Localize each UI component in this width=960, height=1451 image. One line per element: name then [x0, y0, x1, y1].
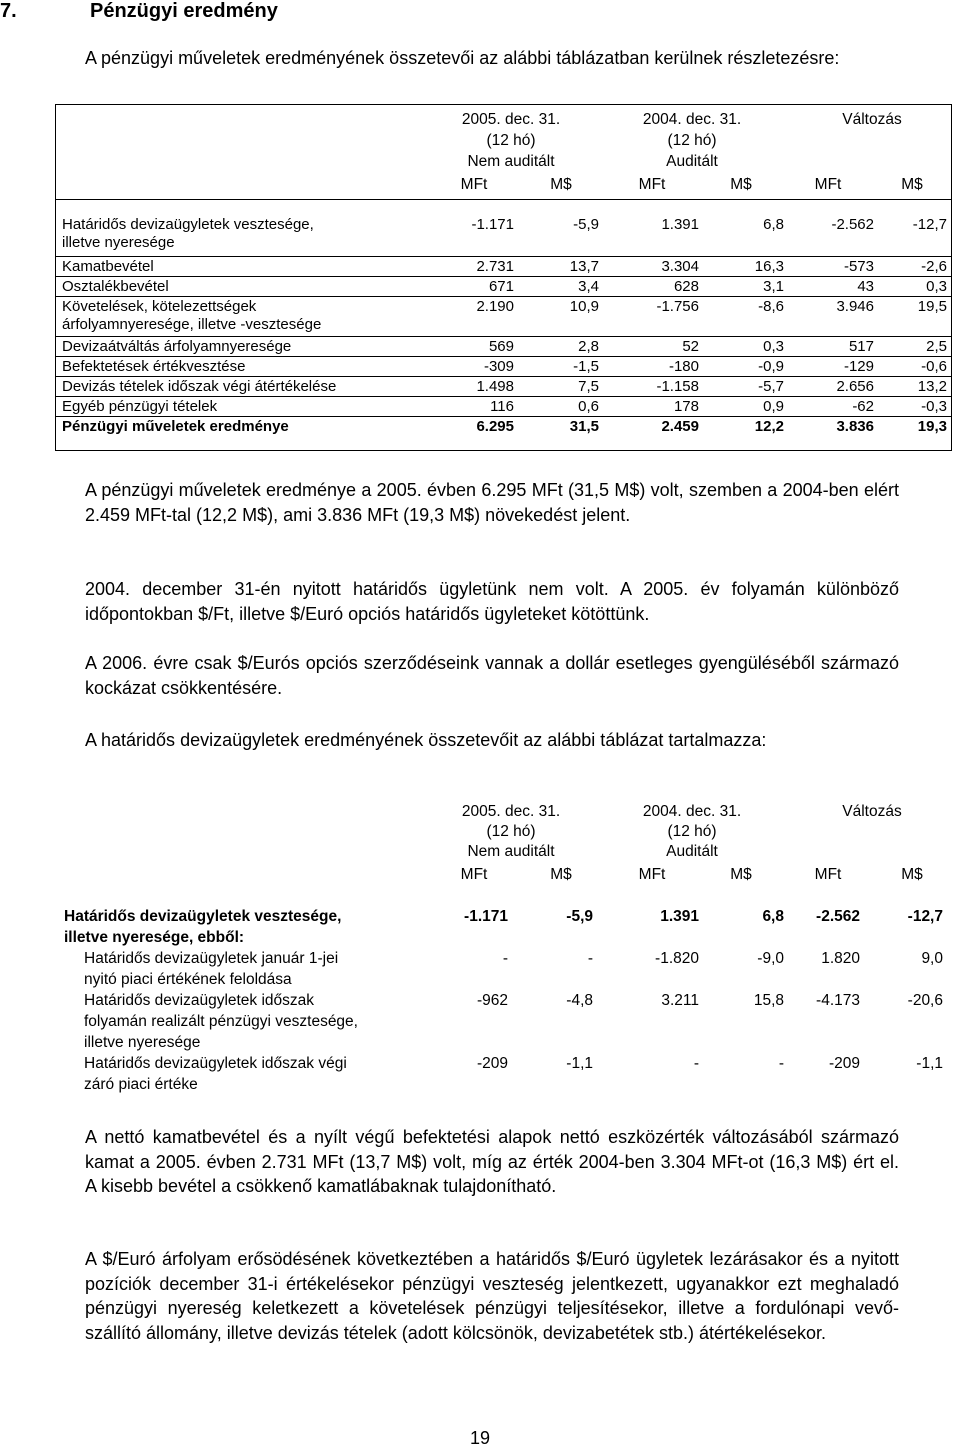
cell-value: 13,2 [917, 378, 947, 395]
row-label: Devizás tételek időszak végi átértékelése [62, 378, 337, 395]
cell-value: -962 [476, 992, 508, 1009]
cell-value: -573 [843, 258, 874, 275]
cell-value: 2,5 [926, 338, 947, 355]
cell-value: 2.656 [836, 378, 874, 395]
cell-value: -20,6 [907, 992, 943, 1009]
cell-value: -0,6 [921, 358, 947, 375]
cell-value: -309 [483, 358, 514, 375]
cell-value: 12,2 [754, 418, 784, 435]
unit-header: MFt [638, 866, 666, 883]
cell-value: 6,8 [763, 216, 784, 233]
row-label: Kamatbevétel [62, 258, 154, 275]
cell-value: -62 [852, 398, 874, 415]
cell-value: 13,7 [569, 258, 599, 275]
cell-value: 1.391 [660, 908, 699, 925]
cell-value: -0,9 [758, 358, 784, 375]
cell-value: -1,1 [566, 1055, 593, 1072]
column-group-header: (12 hó) [667, 132, 717, 149]
cell-value: -5,9 [573, 216, 599, 233]
row-label: Követelések, kötelezettségek [62, 298, 257, 315]
cell-value: 2,8 [578, 338, 599, 355]
cell-value: -5,9 [566, 908, 593, 925]
unit-header: M$ [550, 866, 572, 883]
cell-value: -1,5 [573, 358, 599, 375]
cell-value: 178 [673, 398, 699, 415]
cell-value: 15,8 [753, 992, 784, 1009]
table2-intro-paragraph: A határidős devizaügyletek eredményének összetevőit az alábbi táblázat tartalmazza: [85, 730, 767, 750]
page-number: 19 [469, 1428, 491, 1448]
cell-value: -4,8 [566, 992, 593, 1009]
row-label: Határidős devizaügyletek időszak végi [84, 1055, 347, 1072]
unit-header: MFt [814, 176, 842, 193]
cell-value: -4.173 [816, 992, 860, 1009]
unit-header: M$ [901, 866, 923, 883]
forward-deals-paragraph: 2004. december 31-én nyitott határidős ügyletünk nem volt. A 2005. év folyamán különböző időpontokban $/Ft, illetve $/Euró opciós határidős ügyleteket kötöttünk. [85, 579, 899, 624]
options-paragraph: A 2006. évre csak $/Eurós opciós szerződéseink vannak a dollár esetleges gyengüléséből származó kockázat csökkentésére. [85, 653, 899, 698]
cell-value: 10,9 [569, 298, 599, 315]
cell-value: -8,6 [758, 298, 784, 315]
row-label: Egyéb pénzügyi tételek [62, 398, 218, 415]
row-label: illetve nyeresége [84, 1034, 201, 1051]
row-label: Határidős devizaügyletek vesztesége, [64, 908, 342, 925]
cell-value: -2.562 [831, 216, 874, 233]
column-group-header: Auditált [666, 153, 718, 170]
cell-value: 31,5 [569, 418, 599, 435]
cell-value: 3.211 [661, 992, 699, 1009]
cell-value: -12,7 [907, 908, 943, 925]
column-group-header: 2005. dec. 31. [461, 111, 561, 128]
row-label: Osztalékbevétel [62, 278, 169, 295]
row-label: illetve nyeresége [62, 234, 175, 251]
cell-value: 2.190 [476, 298, 514, 315]
column-group-header: Auditált [666, 843, 718, 860]
row-label: Határidős devizaügyletek vesztesége, [62, 216, 314, 233]
cell-value: - [502, 950, 508, 967]
cell-value: 3.946 [836, 298, 874, 315]
cell-value: -2.562 [816, 908, 860, 925]
column-group-header: 2004. dec. 31. [642, 111, 742, 128]
cell-value: 7,5 [578, 378, 599, 395]
cell-value: -180 [668, 358, 699, 375]
cell-value: 9,0 [921, 950, 943, 967]
cell-value: 628 [673, 278, 699, 295]
column-group-header: Nem auditált [467, 153, 555, 170]
cell-value: 1.498 [476, 378, 514, 395]
column-group-header: 2005. dec. 31. [461, 803, 561, 820]
cell-value: 16,3 [754, 258, 784, 275]
exchange-rate-paragraph: A $/Euró árfolyam erősödésének következtében a határidős $/Euró ügyletek lezárásakor és a nyitott pozíciók december 31-i értékelésekor pénzügyi veszteség jelentkezett, ugyanakkor ezt meghaladó pénzügyi nyereség keletkezett a követelések pénzügyi teljesítésekor, illetve a fordulónapi vevő-szállító állomány, illetve devizás tételek (adott kölcsönök, devizabetétek stb.) átértékelésekor. [85, 1249, 899, 1343]
row-label: Devizaátváltás árfolyamnyeresége [62, 338, 292, 355]
row-label: nyitó piaci értékének feloldása [84, 971, 292, 988]
cell-value: 0,3 [763, 338, 784, 355]
cell-value: 3.836 [836, 418, 874, 435]
row-label: Határidős devizaügyletek időszak [84, 992, 315, 1009]
row-label: Befektetések értékvesztése [62, 358, 246, 375]
cell-value: -1.756 [656, 298, 699, 315]
cell-value: 2.459 [661, 418, 699, 435]
section-title: Pénzügyi eredmény [90, 0, 278, 22]
cell-value: 1.820 [821, 950, 860, 967]
column-group-header: 2004. dec. 31. [642, 803, 742, 820]
cell-value: 3,4 [578, 278, 599, 295]
cell-value: 3,1 [763, 278, 784, 295]
cell-value: -209 [476, 1055, 508, 1072]
interest-paragraph: A nettó kamatbevétel és a nyílt végű befektetési alapok nettó eszközérték változásából származó kamat a 2005. évben 2.731 MFt (13,7 M$) volt, míg az érték 2004-ben 3.304 MFt-ot (16,3 M$) ért el. A kisebb bevétel a csökkenő kamatlábaknak tulajdonítható. [85, 1127, 899, 1196]
cell-value: 517 [848, 338, 874, 355]
cell-value: -1.171 [471, 216, 514, 233]
cell-value: 1.391 [661, 216, 699, 233]
unit-header: MFt [460, 176, 488, 193]
unit-header: MFt [814, 866, 842, 883]
column-group-header: (12 hó) [486, 132, 536, 149]
column-group-header: Változás [842, 803, 902, 820]
cell-value: 2.731 [476, 258, 514, 275]
column-group-header: (12 hó) [486, 823, 536, 840]
column-group-header: Változás [842, 111, 902, 128]
result-paragraph: A pénzügyi műveletek eredménye a 2005. évben 6.295 MFt (31,5 M$) volt, szemben a 2004-ben elért 2.459 MFt-tal (12,2 M$), ami 3.836 MFt (19,3 M$) növekedést jelent. [85, 480, 899, 525]
row-label: Pénzügyi műveletek eredménye [62, 418, 289, 435]
unit-header: MFt [638, 176, 666, 193]
cell-value: -129 [843, 358, 874, 375]
intro-paragraph: A pénzügyi műveletek eredményének összetevői az alábbi táblázatban kerülnek részletezésre: [85, 48, 840, 68]
cell-value: -1.171 [464, 908, 508, 925]
cell-value: -9,0 [757, 950, 784, 967]
unit-header: M$ [730, 176, 752, 193]
cell-value: - [693, 1055, 699, 1072]
cell-value: 116 [490, 398, 514, 415]
cell-value: -1.820 [655, 950, 699, 967]
cell-value: -209 [828, 1055, 860, 1072]
cell-value: 19,3 [917, 418, 947, 435]
unit-header: M$ [550, 176, 572, 193]
column-group-header: Nem auditált [467, 843, 555, 860]
cell-value: -1.158 [656, 378, 699, 395]
column-group-header: (12 hó) [667, 823, 717, 840]
section-number: 7. [0, 0, 17, 22]
cell-value: -5,7 [758, 378, 784, 395]
cell-value: 19,5 [917, 298, 947, 315]
cell-value: - [778, 1055, 784, 1072]
cell-value: 671 [488, 278, 514, 295]
cell-value: 0,9 [763, 398, 784, 415]
row-label: Határidős devizaügyletek január 1-jei [84, 950, 339, 967]
row-label: illetve nyeresége, ebből: [64, 929, 245, 946]
cell-value: 6,8 [762, 908, 784, 925]
cell-value: -0,3 [921, 398, 947, 415]
unit-header: MFt [460, 866, 488, 883]
row-label: folyamán realizált pénzügyi vesztesége, [84, 1013, 358, 1030]
cell-value: 6.295 [476, 418, 514, 435]
cell-value: -2,6 [921, 258, 947, 275]
unit-header: M$ [730, 866, 752, 883]
cell-value: -12,7 [912, 216, 947, 233]
row-label: záró piaci értéke [84, 1076, 198, 1093]
cell-value: 43 [857, 278, 874, 295]
cell-value: 0,3 [926, 278, 947, 295]
cell-value: 569 [488, 338, 514, 355]
cell-value: 3.304 [661, 258, 699, 275]
cell-value: - [587, 950, 593, 967]
cell-value: -1,1 [916, 1055, 943, 1072]
unit-header: M$ [901, 176, 923, 193]
cell-value: 0,6 [578, 398, 599, 415]
cell-value: 52 [682, 338, 699, 355]
row-label: árfolyamnyeresége, illetve -vesztesége [62, 316, 322, 333]
